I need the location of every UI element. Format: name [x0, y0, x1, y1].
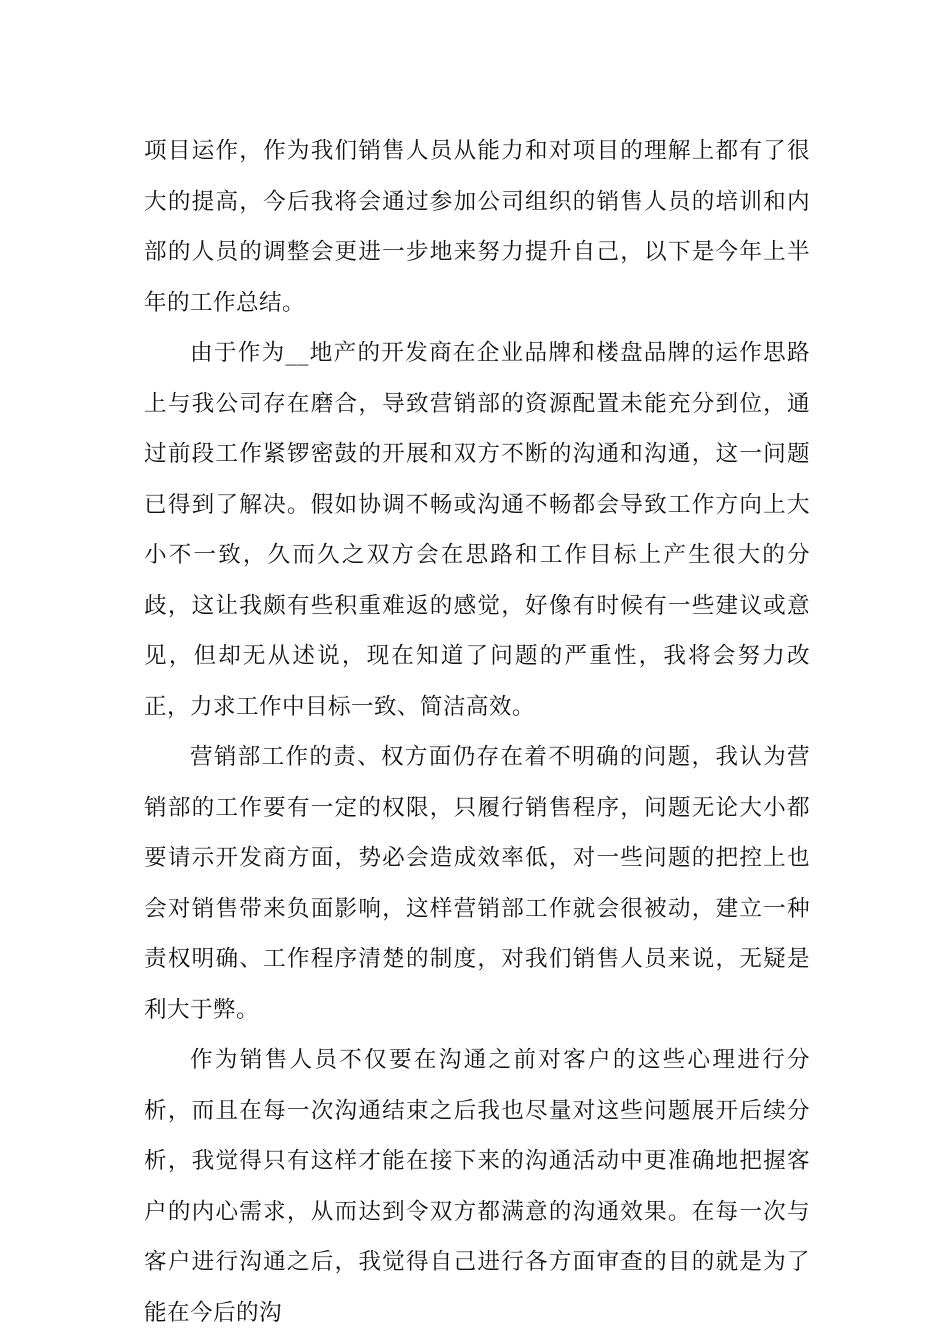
paragraph-1: 项目运作，作为我们销售人员从能力和对项目的理解上都有了很大的提高，今后我将会通过参加公司组织的销售人员的培训和内部的人员的调整会更进一步地来努力提升自己，以下是今年上半年的工作总结。 [144, 138, 810, 316]
paragraph-2: 由于作为__地产的开发商在企业品牌和楼盘品牌的运作思路上与我公司存在磨合，导致营销部的资源配置未能充分到位，通过前段工作紧锣密鼓的开展和双方不断的沟通和沟通，这一问题已得到了解决。假如协调不畅或沟通不畅都会导致工作方向上大小不一致，久而久之双方会在思路和工作目标上产生很大的分歧，这让我颇有些积重难返的感觉，好像有时候有一些建议或意见，但却无从述说，现在知道了问题的严重性，我将会努力改正，力求工作中目标一致、简洁高效。 [144, 340, 810, 720]
paragraph-4: 作为销售人员不仅要在沟通之前对客户的这些心理进行分析，而且在每一次沟通结束之后我也尽量对这些问题展开后续分析，我觉得只有这样才能在接下来的沟通活动中更准确地把握客户的内心需求，从而达到令双方都满意的沟通效果。在每一次与客户进行沟通之后，我觉得自己进行各方面审查的目的就是为了能在今后的沟 [144, 1047, 810, 1326]
paragraph-3: 营销部工作的责、权方面仍存在着不明确的问题，我认为营销部的工作要有一定的权限，只履行销售程序，问题无论大小都要请示开发商方面，势必会造成效率低，对一些问题的把控上也会对销售带来负面影响，这样营销部工作就会很被动，建立一种责权明确、工作程序清楚的制度，对我们销售人员来说，无疑是利大于弊。 [144, 744, 810, 1023]
document-body [144, 126, 810, 1338]
